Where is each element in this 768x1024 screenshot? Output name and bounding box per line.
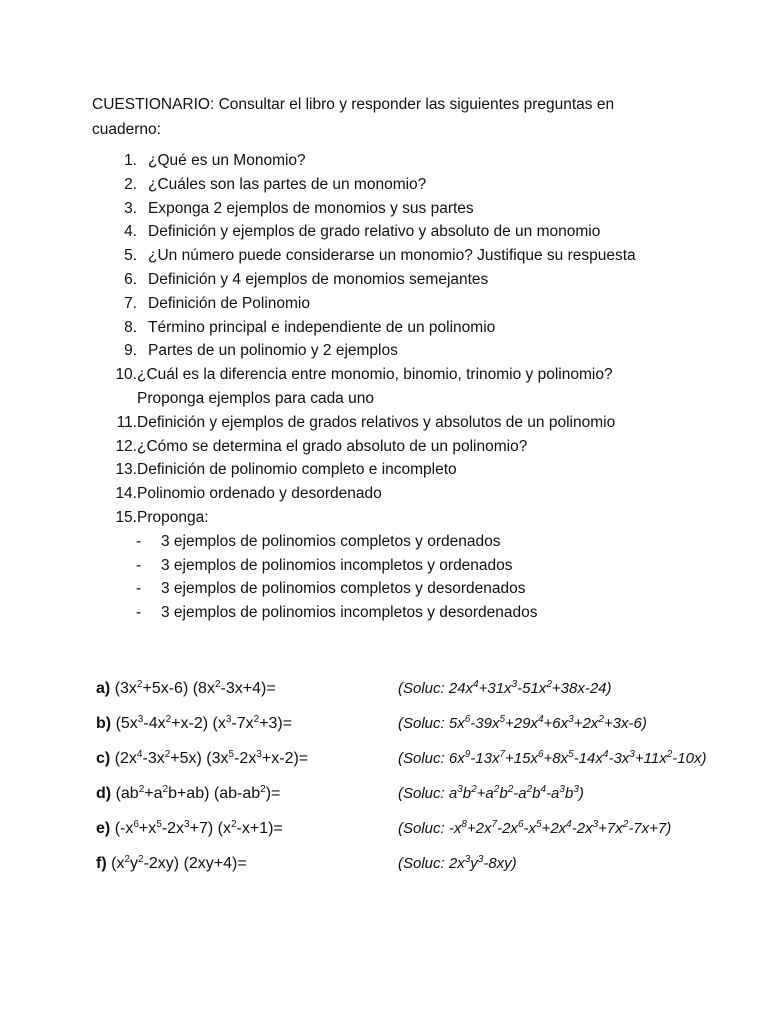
question-item	[92, 173, 692, 197]
exercise-solution: (Soluc: $6x^9-13x^7+15x^6+8x^5-14x^4-3x^3+11x^2-10x$)	[398, 749, 707, 767]
question-number: 2.	[124, 175, 137, 193]
sub-item-dash: -	[136, 532, 142, 550]
question-text: Proponga:	[137, 508, 209, 526]
question-number: 10.	[115, 366, 137, 384]
exercise-solution: (Soluc: $a^3b^2+a^2b^2-a^2b^4-a^3b^3$)	[398, 784, 584, 802]
question-text: ¿Cuáles son las partes de un monomio?	[148, 175, 427, 193]
exercise-problem: $(-x^6+x^5-2x^3+7)$ $(x^2-x+1)=$	[114, 819, 283, 837]
question-text-continued: Proponga ejemplos para cada uno	[137, 389, 374, 407]
question-text: Exponga 2 ejemplos de monomios y sus partes	[148, 199, 474, 217]
question-number: 11.	[116, 413, 137, 431]
exercise-problem: $(3x^2+5x-6)$ $(8x^2-3x+4)=$	[114, 679, 276, 697]
question-text: ¿Qué es un Monomio?	[148, 152, 306, 169]
question-number: 3.	[124, 199, 137, 217]
question-text: Definición y ejemplos de grados relativos y absolutos de un polinomio	[137, 413, 616, 431]
question-item	[92, 506, 692, 530]
question-text: Definición de Polinomio	[148, 294, 310, 312]
question-text: Definición de polinomio completo e incompleto	[137, 461, 457, 479]
exercise-list	[96, 674, 756, 884]
exercise-letter: f)	[96, 855, 107, 872]
exercise-row	[96, 674, 756, 709]
question-item	[92, 268, 692, 292]
sub-item-dash: -	[136, 580, 142, 598]
exercise-problem: $(5x^3-4x^2+x-2)$ $(x^3-7x^2+3)=$	[115, 714, 293, 732]
question-item	[92, 411, 692, 435]
sub-item-text: 3 ejemplos de polinomios completos y ordenados	[161, 532, 501, 550]
question-number: 5.	[124, 247, 137, 265]
question-item	[92, 458, 692, 482]
question-item	[92, 435, 692, 459]
question-item	[92, 197, 692, 221]
exercise-row	[96, 814, 756, 849]
question-item	[92, 244, 692, 268]
question-item	[92, 339, 692, 363]
question-text: ¿Cómo se determina el grado absoluto de un polinomio?	[137, 437, 528, 455]
exercise-row	[96, 709, 756, 744]
intro-label: CUESTIONARIO:	[92, 96, 215, 113]
exercise-problem: $(2x^4-3x^2+5x)$ $(3x^5-2x^3+x-2)=$	[114, 749, 309, 767]
sub-item-text: 3 ejemplos de polinomios incompletos y ordenados	[161, 556, 513, 574]
question-text: Definición y ejemplos de grado relativo y absoluto de un monomio	[148, 223, 601, 241]
exercise-solution: (Soluc: $24x^4+31x^3-51x^2+38x-24$)	[398, 679, 612, 697]
exercise-problem: $(ab^2+a^2b+ab)$ $(ab-ab^2)=$	[115, 784, 281, 802]
exercise-solution: (Soluc: $5x^6-39x^5+29x^4+6x^3+2x^2+3x-6$)	[398, 714, 647, 732]
sub-item	[92, 554, 692, 578]
question-item	[92, 363, 692, 411]
question-number: 4.	[124, 223, 137, 241]
sub-item-list	[92, 530, 692, 625]
sub-item	[92, 577, 692, 601]
question-number: 8.	[124, 318, 137, 336]
sub-item-text: 3 ejemplos de polinomios completos y desordenados	[161, 580, 526, 598]
question-number: 9.	[124, 342, 137, 360]
question-number: 7.	[124, 294, 137, 312]
question-number: 1.	[124, 152, 137, 169]
question-text: Término principal e independiente de un polinomio	[148, 318, 496, 336]
intro-text: Consultar el libro y responder las siguientes preguntas en cuaderno:	[92, 96, 615, 138]
question-text: Partes de un polinomio y 2 ejemplos	[148, 342, 398, 360]
exercise-row	[96, 779, 756, 814]
exercise-problem: $(x^2y^2-2xy)$ (2xy+4)=	[111, 854, 247, 872]
question-item	[92, 316, 692, 340]
question-number: 15.	[115, 508, 137, 526]
question-text: Definición y 4 ejemplos de monomios semejantes	[148, 270, 489, 288]
sub-item-text: 3 ejemplos de polinomios incompletos y desordenados	[161, 604, 538, 622]
question-item	[92, 292, 692, 316]
question-text: Polinomio ordenado y desordenado	[137, 485, 382, 503]
question-item	[92, 149, 692, 173]
exercise-letter: b)	[96, 715, 112, 732]
exercise-row	[96, 744, 756, 779]
exercise-row	[96, 849, 756, 884]
sub-item	[92, 601, 692, 625]
exercise-letter: a)	[96, 680, 111, 697]
sub-item	[92, 530, 692, 554]
question-text: ¿Cuál es la diferencia entre monomio, binomio, trinomio y polinomio?	[137, 366, 613, 384]
exercise-solution: (Soluc: $-x^8+2x^7-2x^6-x^5+2x^4-2x^3+7x^2-7x+7$)	[398, 819, 672, 837]
sub-item-dash: -	[136, 556, 142, 574]
question-number: 12.	[115, 437, 137, 455]
exercise-letter: c)	[96, 750, 111, 767]
question-list	[92, 149, 692, 625]
question-text: ¿Un número puede considerarse un monomio? Justifique su respuesta	[148, 247, 636, 265]
question-item	[92, 482, 692, 506]
intro-paragraph	[92, 92, 652, 142]
exercise-letter: e)	[96, 820, 111, 837]
exercise-letter: d)	[96, 785, 112, 802]
question-item	[92, 220, 692, 244]
question-number: 13.	[115, 461, 137, 479]
question-number: 14.	[115, 485, 137, 503]
exercise-solution: (Soluc: $2x^3y^3-8xy$)	[398, 854, 517, 872]
question-number: 6.	[124, 270, 137, 288]
sub-item-dash: -	[136, 604, 142, 622]
